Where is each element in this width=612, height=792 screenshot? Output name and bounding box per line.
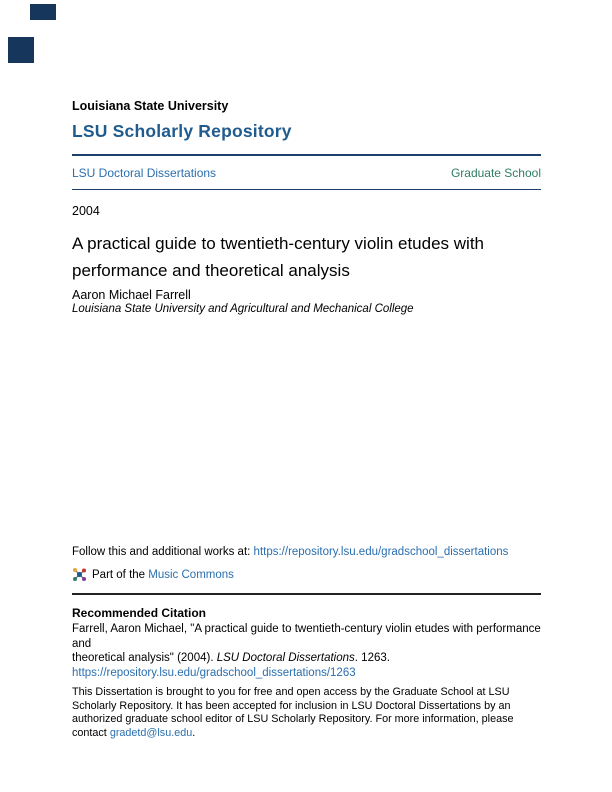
repository-title: LSU Scholarly Repository	[72, 121, 292, 141]
citation-line2-post: . 1263.	[354, 652, 390, 664]
dissertation-title-line2: performance and theoretical analysis	[72, 261, 350, 280]
music-commons-link[interactable]: Music Commons	[148, 568, 234, 581]
citation-line1: Farrell, Aaron Michael, "A practical guide to twentieth-century violin etudes with performance and	[72, 623, 541, 650]
corner-square-top	[30, 4, 56, 20]
recommended-citation-heading: Recommended Citation	[72, 606, 207, 620]
divider-top	[72, 154, 541, 156]
graduate-school-link[interactable]: Graduate School	[450, 166, 541, 180]
follow-works-text: Follow this and additional works at:	[72, 546, 254, 558]
citation-series-italic: LSU Doctoral Dissertations	[216, 652, 355, 664]
corner-square-left	[8, 37, 34, 63]
part-of-prefix: Part of the	[92, 568, 149, 581]
footer-access-statement	[72, 686, 544, 740]
collection-link[interactable]: LSU Doctoral Dissertations	[72, 166, 217, 180]
publication-year: 2004	[72, 204, 100, 218]
footer-text: This Dissertation is brought to you for free and open access by the Graduate School at LSU Scholarly Repository. It has been accepted for inclusion in LSU Doctoral Dissertations by an authorized graduate school editor of LSU Scholarly Repository. For more information, please contact	[72, 686, 514, 739]
part-of-line	[72, 567, 234, 582]
divider-collection	[72, 189, 541, 190]
follow-works-line	[72, 546, 508, 558]
author-name: Aaron Michael Farrell	[72, 288, 191, 302]
citation-body	[72, 622, 547, 680]
dissertation-title	[72, 230, 562, 284]
repository-collection-url-link[interactable]: https://repository.lsu.edu/gradschool_dissertations	[253, 546, 509, 558]
footer-text-end: .	[192, 726, 196, 739]
part-of-text	[92, 569, 234, 581]
citation-url-link[interactable]: https://repository.lsu.edu/gradschool_dissertations/1263	[72, 666, 356, 679]
commons-network-icon	[72, 567, 87, 582]
divider-citation	[72, 593, 541, 595]
author-affiliation: Louisiana State University and Agricultural and Mechanical College	[72, 303, 414, 315]
citation-line2-pre: theoretical analysis" (2004).	[72, 652, 217, 664]
dissertation-title-line1: A practical guide to twentieth-century violin etudes with	[72, 234, 485, 253]
collection-row	[72, 166, 541, 180]
institution-name: Louisiana State University	[72, 99, 229, 113]
contact-email-link[interactable]: gradetd@lsu.edu	[109, 726, 193, 739]
